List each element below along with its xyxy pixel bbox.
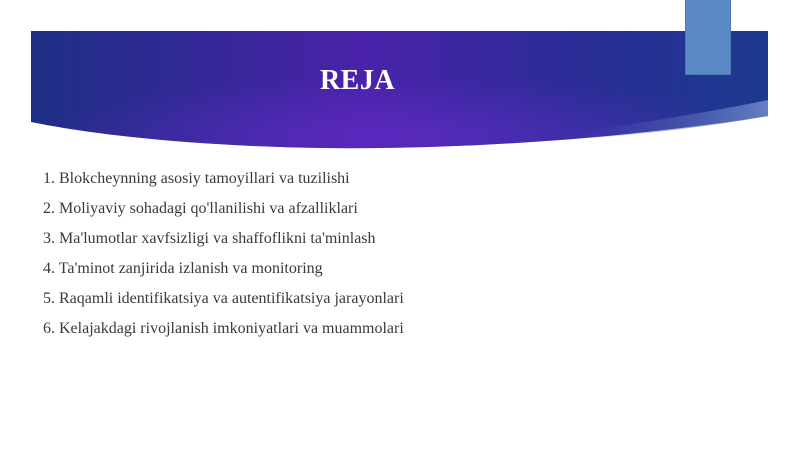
accent-tab xyxy=(685,0,731,75)
agenda-item-6: 6. Kelajakdagi rivojlanish imkoniyatlari va muammolari xyxy=(43,320,404,337)
agenda-item-5: 5. Raqamli identifikatsiya va autentifikatsiya jarayonlari xyxy=(43,290,404,307)
agenda-item-3: 3. Ma'lumotlar xavfsizligi va shaffoflikni ta'minlash xyxy=(43,230,376,247)
agenda-list xyxy=(43,166,404,346)
agenda-item-1: 1. Blokcheynning asosiy tamoyillari va tuzilishi xyxy=(43,170,350,187)
agenda-item-2: 2. Moliyaviy sohadagi qo'llanilishi va afzalliklari xyxy=(43,200,358,217)
agenda-item-4: 4. Ta'minot zanjirida izlanish va monitoring xyxy=(43,260,323,277)
slide-title: REJA xyxy=(319,65,396,96)
